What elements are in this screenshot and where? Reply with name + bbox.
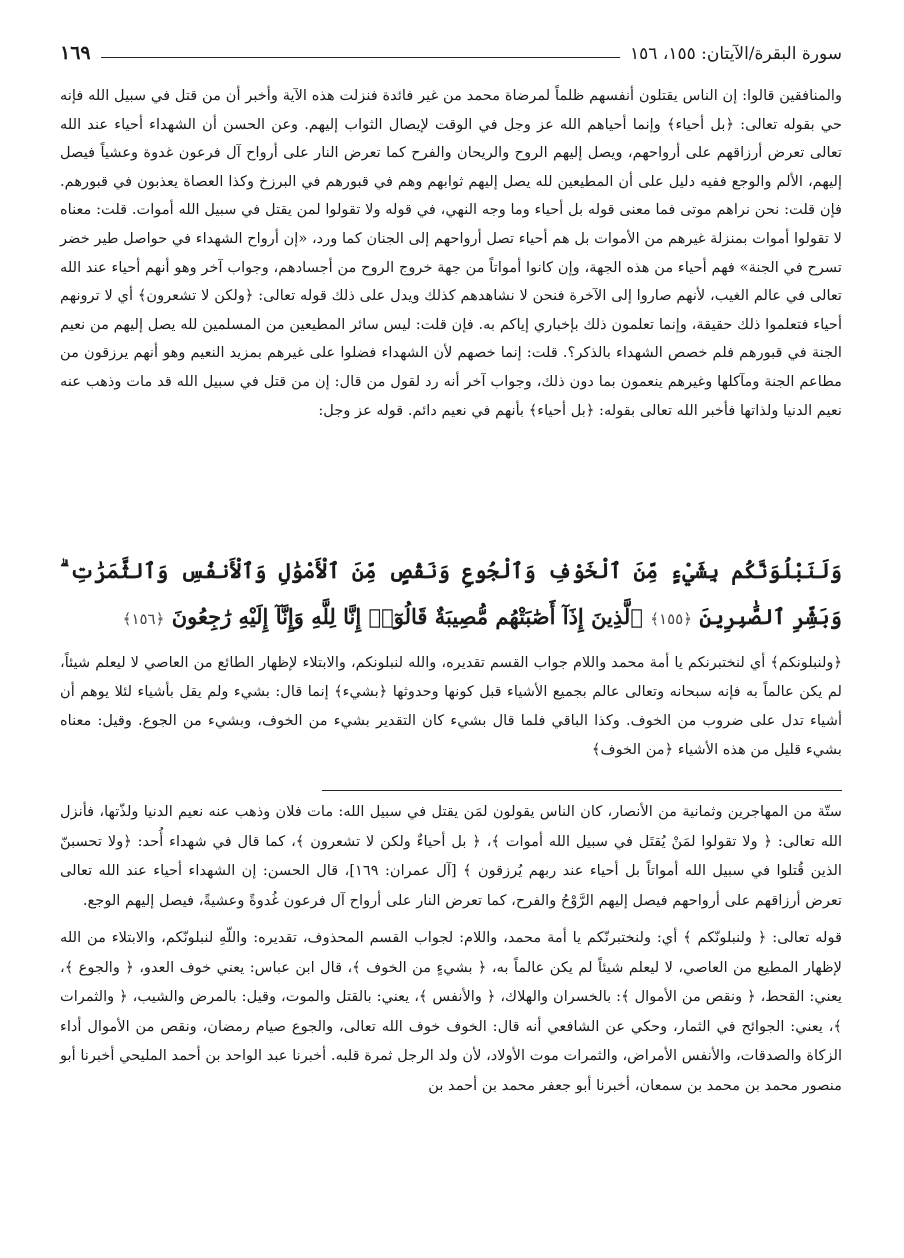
- surah-title: سورة البقرة/الآيتان: ١٥٥، ١٥٦: [630, 44, 842, 64]
- verse-155-text: وَلَنَبْلُوَنَّكُم بِشَيْءٍ مِّنَ ٱلْخَوْفِ وَٱلْجُوعِ وَنَقْصٍ مِّنَ ٱلْأَمْوَٰلِ وَٱلْأَنفُسِ وَٱلثَّمَرَٰتِ ۗ وَبَشِّرِ ٱلصَّٰبِرِينَ: [60, 558, 842, 629]
- commentary-paragraph: ﴿ولنبلونكم﴾ أي لنختبرنكم يا أمة محمد واللام جواب القسم تقديره، والله لنبلونكم، والابتلاء لإظهار الطائع من العاصي لا ليعلم شيئاً، لم يكن عالماً به فإنه سبحانه وتعالى عالم بجميع الأشياء قبل كونها وحدوثها ﴿بشيء﴾ إنما قال: بشيء ولم يقل بأشياء لئلا يوهم أن أشياء تدل على ضروب من الخوف. وكذا الباقي فلما قال بشيء كان التقدير بشيء من الخوف، وبشيء من الجوع. وقيل: معناه بشيء قليل من هذه الأشياء ﴿من الخوف﴾: [60, 654, 842, 758]
- main-paragraph: والمنافقين قالوا: إن الناس يقتلون أنفسهم ظلماً لمرضاة محمد من غير فائدة فنزلت هذه الآية وأخبر أن من قتل في سبيل الله فإنه حي بقوله تعالى: ﴿بل أحياء﴾ وإنما أحياهم الله عز وجل في الوقت لإيصال الثواب إليهم. وعن الحسن أن الشهداء أحياء عند الله تعالى تعرض أرزاقهم على أرواحهم، ويصل إليهم الروح والريحان والفرح كما تعرض النار على أرواح آل فرعون غدوة وعشياً فيصل إليهم، الألم والوجع ففيه دليل على أن المطيعين لله يصل إليهم ثوابهم وهم في قبورهم في البرزخ وكذا العصاة يعذبون في قبورهم. فإن قلت: نحن نراهم موتى فما معنى قوله بل أحياء وما وجه النهي، في قوله ولا تقولوا لمن يقتل في سبيل الله أموات. قلت: معناه لا تقولوا أموات بمنزلة غيرهم من الأموات بل هم أحياء تصل أرواحهم إلى الجنان كما ورد، «إن أرواح الشهداء في حواصل طير خضر تسرح في الجنة» فهم أحياء من هذه الجهة، وإن كانوا أمواتاً من جهة خروج الروح من أجسادهم، وجواب آخر وهو أنهم أحياء عند الله تعالى في عالم الغيب، لأنهم صاروا إلى الآخرة فنحن لا نشاهدهم كذلك ويدل على ذلك قوله تعالى: ﴿ولكن لا تشعرون﴾ أي لا ترونهم أحياء فتعلموا ذلك حقيقة، وإنما تعلمون ذلك بإخباري إياكم به. فإن قلت: ليس سائر المطيعين من المسلمين لله يصل إليهم من نعيم الجنة في قبورهم فلم خصص الشهداء بالذكر؟. قلت: إنما خصهم لأن الشهداء فضلوا على غيرهم بمزيد النعيم وهو أنهم يرزقون من مطاعم الجنة ومآكلها وغيرهم ينعمون بما دون ذلك، وجواب آخر أنه رد لقول من قال: إن من قتل في سبيل الله قد مات وذهب عنه نعيم الدنيا ولذاتها فأخبر الله تعالى بقوله: ﴿بل أحياء﴾ بأنهم في نعيم دائم. قوله عز وجل:: [60, 87, 842, 419]
- page-header: [60, 34, 842, 64]
- footnotes: [60, 797, 842, 1108]
- commentary-text: [60, 648, 842, 764]
- verse-156-text: ٱلَّذِينَ إِذَآ أَصَٰبَتْهُم مُّصِيبَةٌ قَالُوٓا۟ إِنَّا لِلَّهِ وَإِنَّآ إِلَيْهِ رَٰجِعُونَ: [171, 604, 643, 629]
- main-text: [60, 82, 842, 425]
- page-number: ١٦٩: [60, 42, 91, 64]
- verse-number-155: ﴿١٥٥﴾: [650, 610, 693, 628]
- footnote-divider: [322, 790, 842, 791]
- footnote-paragraph-2: قوله تعالى: ﴿ ولنبلونّكم ﴾ أي: ولنختبرنّكم يا أمة محمد، واللام: لجواب القسم المحذوف، تقديره: واللّهِ لنبلونّكم، والابتلاء من الله لإظهار المطيع من العاصي، لا ليعلم شيئاً لم يكن عالماً به، ﴿ بشيءٍ من الخوف ﴾، قال ابن عباس: يعني خوف العدو، ﴿ والجوع ﴾، يعني: القحط، ﴿ ونقص من الأموال ﴾: بالخسران والهلاك، ﴿ والأنفس ﴾، يعني: بالقتل والموت، وقيل: بالمرض والشيب، ﴿ والثمرات ﴾، يعني: الجوائح في الثمار، وحكي عن الشافعي أنه قال: الخوف خوف الله تعالى، والجوع صيام رمضان، ونقص من الأموال أداء الزكاة والصدقات، والأنفس الأمراض، والثمرات موت الأولاد، لأن ولد الرجل ثمرة قلبه. أخبرنا عبد الواحد بن أحمد المليحي أخبرنا أبو منصور محمد بن محمد بن سمعان، أخبرنا أبو جعفر محمد بن أحمد بن: [60, 929, 842, 1094]
- verse-number-156: ﴿١٥٦﴾: [122, 610, 165, 628]
- footnote-paragraph-1: ستّة من المهاجرين وثمانية من الأنصار، كان الناس يقولون لمَن يقتل في سبيل الله: مات فلان وذهب عنه نعيم الدنيا ولذّتها، فأنزل الله تعالى: ﴿ ولا تقولوا لمَنْ يُقتَل في سبيل الله أموات ﴾، ﴿ بل أحياءٌ ولكن لا تشعرون ﴾، كما قال في شهداء أُحد: ﴿ولا تحسبنّ الذين قُتلوا في سبيل الله أمواتاً بل أحياء عند ربهم يُرزقون ﴾ [آل عمران: ١٦٩]، قال الحسن: إن الشهداء أحياء عند الله تعالى تعرض أرزاقهم على أرواحهم فيصل إليهم الرَّوْحُ والفرح، كما تعرض النار على أرواح آل فرعون غُدوةً وعشيةً، فيصل إليهم الوجع.: [60, 803, 842, 909]
- quran-verse: [60, 548, 842, 642]
- header-rule: [101, 57, 620, 58]
